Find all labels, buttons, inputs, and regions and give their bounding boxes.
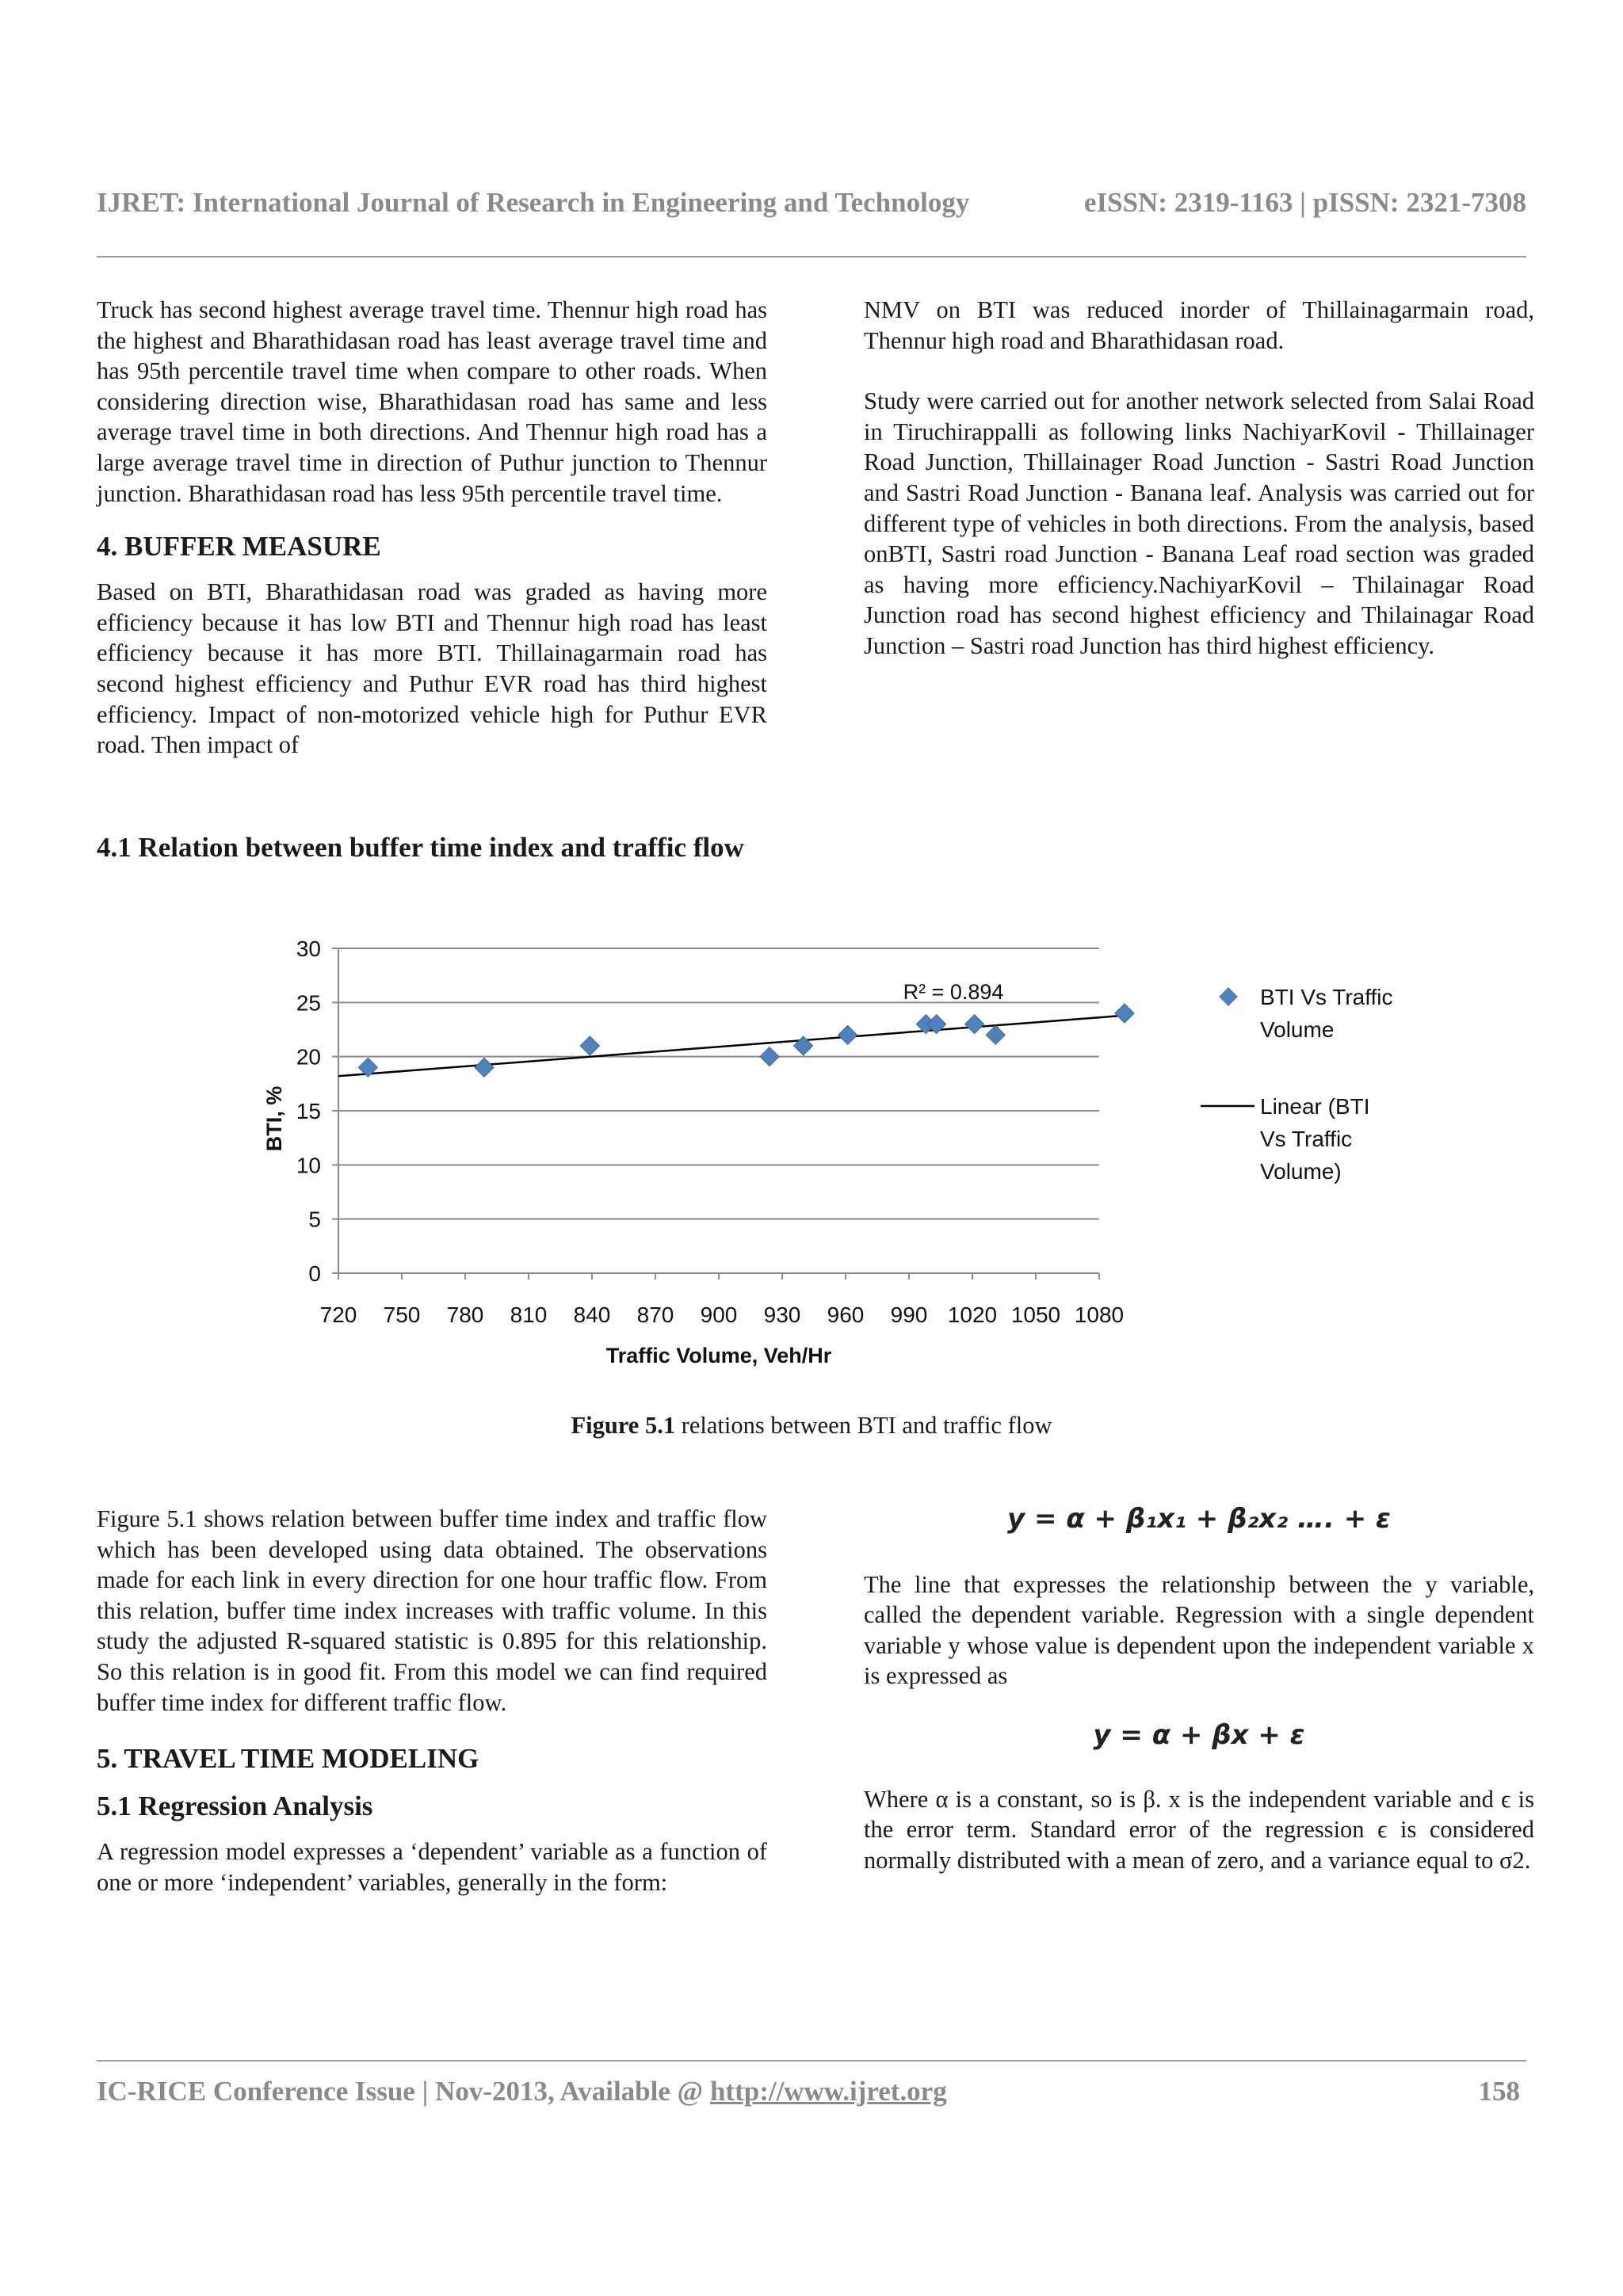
x-tick-label: 780 [446,1302,484,1327]
figure-caption [0,1412,1623,1440]
issn: eISSN: 2319-1163 | pISSN: 2321-7308 [1083,187,1526,218]
top-left-column [97,295,767,761]
footer-conference [97,2076,947,2107]
section-5-heading: 5. TRAVEL TIME MODELING [97,1743,479,1775]
data-point [475,1058,494,1077]
x-tick-label: 840 [573,1302,611,1327]
y-tick-label: 0 [308,1261,321,1286]
page-header [97,187,1526,228]
footer-url-link[interactable]: http://www.ijret.org [709,2076,947,2107]
regression-equation-multiple: y = α + β₁x₁ + β₂x₂ …. + ε [1007,1503,1391,1535]
x-tick-label: 750 [383,1302,421,1327]
section-4-heading: 4. BUFFER MEASURE [97,531,381,563]
paragraph: Figure 5.1 shows relation between buffer time index and traffic flow which has been developed using data obtained. The observations made for each link in every direction for one hour traffic flow. From this relation, buffer time index increases with traffic volume. In this study the adjusted R-squared statistic is 0.895 for this relationship. So this relation is in good fit. From this model we can find required buffer time index for different traffic flow. [97,1505,767,1716]
r-squared-annotation: R² = 0.894 [903,980,1004,1005]
top-right-column [864,295,1534,662]
data-point [838,1025,857,1044]
footer-conference-text: IC-RICE Conference Issue | Nov-2013, Available @ [97,2076,710,2107]
data-point [986,1025,1005,1044]
y-tick-label: 10 [296,1153,321,1178]
x-tick-label: 810 [510,1302,548,1327]
data-point [1115,1004,1134,1023]
y-tick-label: 30 [296,936,321,961]
paragraph: The line that expresses the relationship between the y variable, called the dependent variable. Regression with a single dependent variable y whose value is dependent upon the independent variable x is expressed as [864,1570,1534,1690]
figure-label: Figure 5.1 [571,1412,676,1439]
data-point [965,1015,984,1034]
bottom-right-column [864,1504,1534,1875]
legend-label: Linear (BTI [1260,1094,1370,1119]
y-tick-label: 15 [296,1099,321,1123]
x-tick-label: 870 [636,1302,674,1327]
paragraph: NMV on BTI was reduced inorder of Thillainagarmain road, Thennur high road and Bharathidasan road. [864,296,1534,354]
paragraph: Based on BTI, Bharathidasan road was graded as having more efficiency because it has low BTI and Thennur high road has least efficiency because it has more BTI. Thillainagarmain road has second highest efficiency and Puthur EVR road has third highest efficiency. Impact of non-motorized vehicle high for Puthur EVR road. Then impact of [97,578,767,759]
x-tick-label: 960 [827,1302,865,1327]
x-tick-label: 1050 [1010,1302,1061,1327]
x-tick-label: 900 [700,1302,738,1327]
x-tick-label: 720 [319,1302,357,1327]
y-tick-label: 5 [308,1207,321,1232]
section-5-1-heading: 5.1 Regression Analysis [97,1791,373,1822]
y-tick-labels [296,936,321,1286]
legend-label: Vs Traffic [1260,1127,1353,1151]
x-tick-label: 1020 [947,1302,998,1327]
footer-rule [97,2060,1526,2061]
legend-label: Volume [1260,1017,1335,1042]
paragraph: Where α is a constant, so is β. x is the independent variable and ϵ is the error term. Standard error of the regression ϵ is considered normally distributed with a mean of zero, and a variance equal to σ2. [864,1785,1534,1874]
trendline-group [338,1016,1125,1077]
figure-caption-text: relations between BTI and traffic flow [675,1412,1052,1439]
bti-traffic-chart [230,927,1474,1386]
legend-marker-diamond [1219,987,1238,1006]
journal-title: IJRET: International Journal of Research in Engineering and Technology [97,187,970,218]
paragraph: Study were carried out for another network selected from Salai Road in Tiruchirappalli as following links NachiyarKovil - Thillainager Road Junction, Thillainager Road Junction - Sastri Road Junction and Sastri Road Junction - Banana leaf. Analysis was carried out for different type of vehicles in both directions. From the analysis, based onBTI, Sastri road Junction - Banana Leaf road section was graded as having more efficiency.NachiyarKovil – Thilainagar Road Junction road has second highest efficiency and Thilainagar Road Junction – Sastri road Junction has third highest efficiency. [864,387,1534,659]
data-point [580,1036,599,1055]
x-axis-label: Traffic Volume, Veh/Hr [605,1344,832,1367]
bottom-left-column [97,1504,767,1897]
regression-equation-simple: y = α + βx + ε [1093,1718,1305,1751]
paragraph: Truck has second highest average travel time. Thennur high road has the highest and Bharathidasan road has least average travel time and has 95th percentile travel time when compare to other roads. When considering direction wise, Bharathidasan road has same and less average travel time in both directions. And Thennur high road has a large average travel time in direction of Puthur junction to Thennur junction. Bharathidasan road has less 95th percentile travel time. [97,296,767,507]
chart-legend [1201,985,1393,1184]
x-tick-labels [320,1273,1125,1327]
y-axis-label: BTI, % [262,1085,286,1152]
paragraph: A regression model expresses a ‘dependent’ variable as a function of one or more ‘independent’ variables, generally in the form: [97,1838,767,1896]
page-number: 158 [1478,2076,1520,2107]
legend-label: Volume) [1260,1159,1342,1184]
trendline [338,1016,1125,1077]
x-tick-label: 930 [763,1302,801,1327]
x-tick-label: 1080 [1074,1302,1125,1327]
legend-label: BTI Vs Traffic [1260,985,1393,1009]
x-tick-label: 990 [890,1302,928,1327]
y-tick-label: 20 [296,1044,321,1070]
data-point [760,1047,779,1066]
chart-svg [230,927,1474,1386]
page-footer [97,2076,1526,2117]
header-rule [97,256,1526,257]
subsection-4-1-heading: 4.1 Relation between buffer time index and traffic flow [97,832,744,863]
y-tick-label: 25 [296,990,321,1016]
